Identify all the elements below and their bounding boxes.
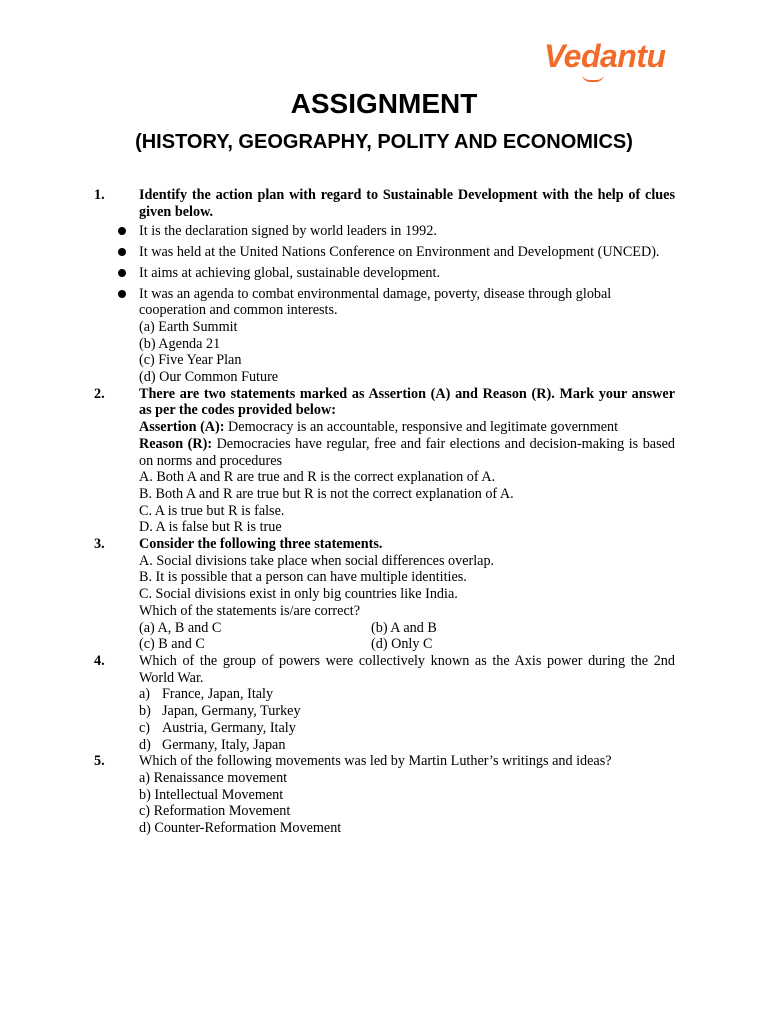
option-d [139,737,675,754]
option-d: d) Counter-Reformation Movement [139,820,342,837]
option-c: C. A is true but R is false. [139,502,285,519]
question-number: 1. [94,187,105,203]
clue-item: It aims at achieving global, sustainable development. [139,265,675,282]
page-subtitle: (HISTORY, GEOGRAPHY, POLITY AND ECONOMICS) [135,131,633,153]
question-number: 4. [94,652,105,669]
question-5 [0,753,675,837]
question-number: 3. [94,536,105,553]
question-number: 5. [94,753,105,770]
option-label: d) [139,736,151,753]
clue-item: It is the declaration signed by world leaders in 1992. [139,223,675,240]
question-text: Consider the following three statements. [139,536,383,553]
vedantu-logo: Vedantu [544,38,666,74]
question-text: There are two statements marked as Assertion (A) and Reason (R). Mark your answer as per the codes provided below: [139,385,675,419]
option-a: A. Both A and R are true and R is the correct explanation of A. [139,469,496,486]
option-a [139,686,675,703]
statement-c: C. Social divisions exist in only big countries like India. [139,586,458,603]
option-text: Germany, Italy, Japan [162,736,286,753]
question-list [0,187,768,837]
option-label: b) [139,703,151,720]
clue-item: It was held at the United Nations Conference on Environment and Development (UNCED). [139,244,675,261]
option-b: (b) A and B [371,619,437,636]
question-number: 2. [94,385,105,402]
option-c: c) Reformation Movement [139,803,291,820]
logo-smile-mark [582,74,604,82]
reason-statement [139,436,675,469]
option-a: (a) Earth Summit [139,318,238,335]
question-4 [0,653,675,753]
clue-list [139,223,675,319]
option-c [139,720,675,737]
statement-b: B. It is possible that a person can have multiple identities. [139,569,467,586]
clue-item: It was an agenda to combat environmental damage, poverty, disease through global cooperation and common interests. [139,286,675,319]
option-label: a) [139,686,151,703]
option-a: a) Renaissance movement [139,769,288,786]
question-text: Identify the action plan with regard to Sustainable Development with the help of clues given below. [139,187,675,220]
question-2 [0,386,675,536]
page-title: ASSIGNMENT [290,88,478,119]
assertion-text: Democracy is an accountable, responsive and legitimate government [224,419,619,436]
option-label: c) [139,719,151,736]
option-a: (a) A, B and C [139,619,222,636]
option-d: D. A is false but R is true [139,519,282,536]
option-b [139,703,675,720]
option-c: (c) Five Year Plan [139,352,242,369]
reason-label: Reason (R): [139,435,213,452]
statement-prompt: Which of the statements is/are correct? [139,602,360,619]
option-d: (d) Only C [371,636,433,653]
question-3 [0,536,675,653]
assertion-label: Assertion (A): [139,419,225,436]
option-c: (c) B and C [139,636,205,653]
reason-text: Democracies have regular, free and fair elections and decision-making is based on norms and procedures [139,435,675,469]
assertion-statement [139,419,675,436]
option-b: B. Both A and R are true but R is not the correct explanation of A. [139,485,514,502]
statement-a: A. Social divisions take place when social differences overlap. [139,552,495,569]
question-1 [0,187,675,386]
question-text: Which of the following movements was led by Martin Luther’s writings and ideas? [139,753,612,770]
options-grid [139,620,675,653]
question-text: Which of the group of powers were collectively known as the Axis power during the 2nd World War. [139,652,675,686]
option-text: France, Japan, Italy [162,686,274,703]
option-d: (d) Our Common Future [139,369,279,386]
option-b: b) Intellectual Movement [139,786,284,803]
option-b: (b) Agenda 21 [139,335,221,352]
option-text: Japan, Germany, Turkey [162,703,301,720]
option-text: Austria, Germany, Italy [162,719,296,736]
